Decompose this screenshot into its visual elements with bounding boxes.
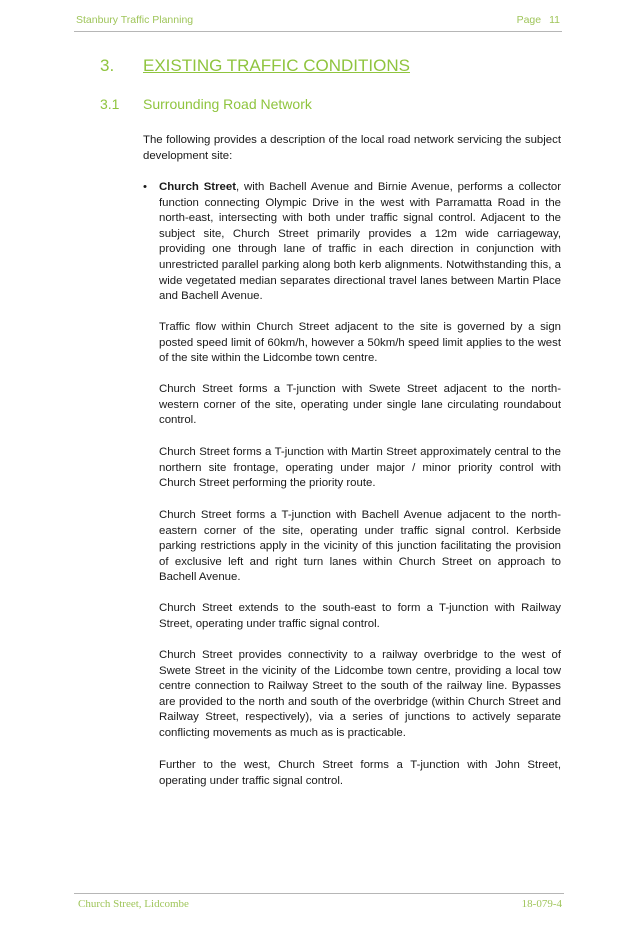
intro-paragraph: The following provides a description of the local road network servicing the subject development site: — [143, 134, 561, 162]
paragraph: Church Street forms a T-junction with Swete Street adjacent to the north-western corner of the site, operating under single lane circulating roundabout control. — [159, 383, 561, 427]
footer-reference: 18-079-4 — [521, 898, 562, 910]
header-page-number: 11 — [549, 14, 560, 26]
footer-location: Church Street, Lidcombe — [78, 898, 189, 910]
bullet-item — [143, 180, 561, 305]
paragraph: Church Street forms a T-junction with Bachell Avenue adjacent to the north-eastern corner of the site, operating under traffic signal control. Kerbside parking restrictions apply in the vicinity of this junction facilitating the provision of exclusive left and right turn lanes within Church Street on approach to Bachell Avenue. — [159, 509, 561, 584]
subsection-number: 3.1 — [100, 96, 120, 112]
bullet-bold-lead: Church Street — [159, 181, 237, 193]
page-footer — [74, 893, 564, 913]
section-title: EXISTING TRAFFIC CONDITIONS — [143, 56, 410, 75]
subsection-heading — [100, 96, 312, 112]
paragraph: Church Street extends to the south-east to form a T-junction with Railway Street, operating under traffic signal control. — [159, 602, 561, 630]
paragraph: Further to the west, Church Street forms a T-junction with John Street, operating under traffic signal control. — [159, 759, 561, 787]
bullet-text — [159, 180, 561, 305]
bullet-body: , with Bachell Avenue and Birnie Avenue, performs a collector function connecting Olympic Drive in the west with Parramatta Road in the north-east, intersecting with both under traffic signal control. Adjacent to the subject site, Church Street primarily provides a 12m wide carriageway, providing one through lane of traffic in each direction in conjunction with unrestricted parallel parking along both kerb alignments. Notwithstanding this, a wide vegetated median separates directional travel lanes between Martin Place and Bachell Avenue. — [159, 181, 561, 303]
header-page — [517, 14, 560, 26]
paragraph: Traffic flow within Church Street adjacent to the site is governed by a sign posted speed limit of 60km/h, however a 50km/h speed limit applies to the west of the site within the Lidcombe town centre. — [159, 321, 561, 365]
header-org: Stanbury Traffic Planning — [76, 14, 194, 26]
section-number: 3. — [100, 56, 115, 75]
bullet-marker: • — [143, 181, 147, 193]
paragraph: Church Street provides connectivity to a railway overbridge to the west of Swete Street in the vicinity of the Lidcombe town centre, providing a local tow centre connection to Railway Street to the south of the railway line. Bypasses are provided to the north and south of the overbridge (within Church Street and Railway Street, respectively), via a series of junctions to actively separate conflicting movements as much as is practicable. — [159, 649, 561, 739]
header-page-label: Page — [516, 14, 542, 26]
subsection-title: Surrounding Road Network — [143, 96, 312, 112]
paragraph: Church Street forms a T-junction with Martin Street approximately central to the northern site frontage, operating under major / minor priority control with Church Street performing the priority route. — [159, 446, 561, 490]
section-heading — [100, 56, 410, 76]
page-header — [74, 13, 562, 32]
